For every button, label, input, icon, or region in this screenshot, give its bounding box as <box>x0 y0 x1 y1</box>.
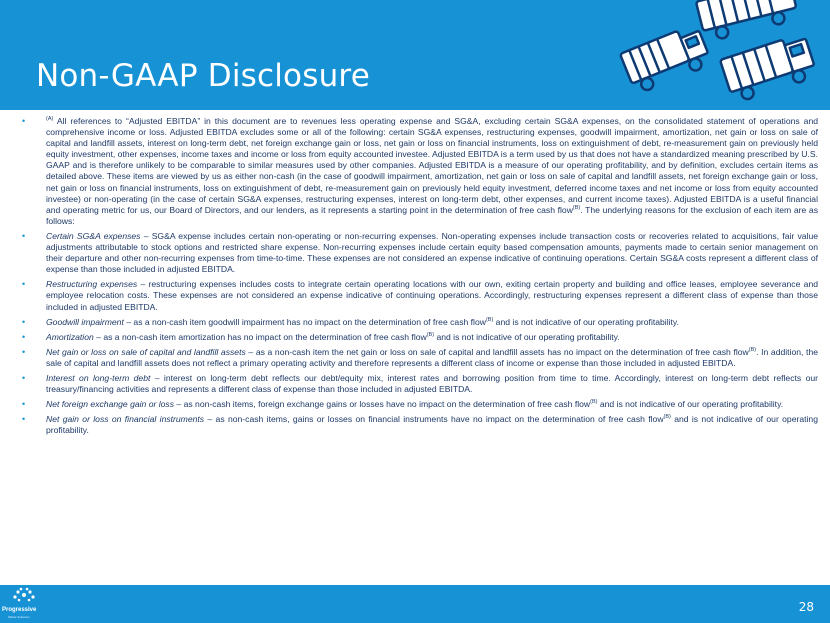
footnote-marker: (B) <box>590 399 598 406</box>
logo-text: Progressive <box>2 607 37 613</box>
garbage-trucks-illustration <box>608 0 830 110</box>
item-lead: Net foreign exchange gain or loss <box>46 399 175 410</box>
list-item <box>22 231 818 275</box>
footnote-marker: (B) <box>748 346 757 353</box>
item-lead: Certain SG&A expenses <box>46 230 141 241</box>
item-text: – as a non-cash item goodwill impairment has no impact on the determination of free cash flow <box>123 316 486 327</box>
item-text: – restructuring expenses includes costs to integrate certain operating locations with our own, exiting certain property and building and office leases, employee severance and employee relocation costs. These expenses are not considered an expense indicative of continuing operations. Accordingly, restructuring expenses represent a different class of expense than those included in adjusted EBITDA. <box>46 279 818 312</box>
item-lead: Goodwill impairment <box>46 316 124 327</box>
item-text: and is not indicative of our operating profitability. <box>46 414 818 436</box>
list-item <box>22 279 818 312</box>
item-text: and is not indicative of our operating profitability. <box>434 331 620 342</box>
list-item <box>22 373 818 395</box>
bullet-icon: • <box>22 399 26 410</box>
disclosure-content <box>22 116 818 440</box>
item-text: . In addition, the sale of capital and landfill assets does not reflect a primary operating activity and therefore represents a different class of income or expense than those included in adjusted EBITDA. <box>46 346 819 368</box>
item-text: . The underlying reasons for the exclusion of each item are as follows: <box>46 204 818 226</box>
list-item <box>22 332 818 343</box>
item-text: – as a non-cash item the net gain or loss on sale of capital and landfill assets has no impact on the determination of free cash flow <box>245 346 749 357</box>
item-text: – interest on long-term debt reflects our debt/equity mix, interest rates and borrowing position from time to time. Accordingly, interest on long-term debt reflects our treasury/financing activities and represents a different class of expense than those included in adjusted EBITDA. <box>46 372 818 395</box>
bullet-icon: • <box>22 331 26 342</box>
item-lead: Net gain or loss on financial instruments <box>46 414 205 425</box>
slide-title: Non-GAAP Disclosure <box>36 58 370 94</box>
item-lead: Restructuring expenses <box>46 279 138 290</box>
footnote-marker: (B) <box>426 331 435 338</box>
item-text: and is not indicative of our operating profitability. <box>493 316 679 327</box>
list-item <box>22 414 818 436</box>
item-text: – as non-cash items, foreign exchange gains or losses have no impact on the determination of free cash flow <box>174 399 591 410</box>
bullet-icon: • <box>22 279 26 290</box>
bullet-icon: • <box>22 414 26 425</box>
bullet-icon: • <box>22 230 26 241</box>
footnote-marker: (A) <box>46 116 54 123</box>
item-lead: Interest on long-term debt <box>46 372 151 383</box>
list-item <box>22 399 818 410</box>
slide-footer <box>0 585 830 623</box>
item-text: – as non-cash items, gains or losses on financial instruments have no impact on the determination of free cash flow <box>204 414 664 425</box>
list-item <box>22 317 818 328</box>
footnote-marker: (B) <box>663 414 671 421</box>
bullet-icon: • <box>22 116 26 126</box>
logo-subtext: Waste Solutions <box>8 615 30 619</box>
footnote-marker: (B) <box>485 316 494 323</box>
page-number: 28 <box>798 600 814 614</box>
item-text: – as a non-cash item amortization has no impact on the determination of free cash flow <box>93 331 427 342</box>
item-text: All references to “Adjusted EBITDA” in this document are to revenues less operating expense and SG&A, excluding certain SG&A expenses, on the consolidated statement of operations and comprehensive income or loss. Adjusted EBITDA excludes some or all of the following: certain SG&A expenses, restructuring expenses, goodwill impairment, amortization, net gain or loss on sale of capital and landfill assets, interest on long-term debt, net foreign exchange gain or loss, net gain or loss on financial instruments, loss on extinguishment of debt, re-measurement gain on previously held equity investment, other expenses, income taxes and income or loss from equity accounted investee. Adjusted EBITDA is a term used by us that does not have a standardized meaning prescribed by U.S. GAAP and is therefore unlikely to be comparable to similar measures used by other companies. Adjusted EBITDA is a measure of our operating profitability, and by definition, excludes certain items as detailed above. These items are viewed by us as either non-cash (in the case of goodwill impairment, amortization, net gain or loss on sale of capital and landfill assets, net foreign exchange gain or loss, net gain or loss on financial instruments, loss on extinguishment of debt, re-measurement gain on previously held equity investment, deferred income taxes and net income or loss from equity accounted investee) or non-operating (in the case of certain SG&A expenses, restructuring expenses, interest on long-term debt, other expenses, and current income taxes). Adjusted EBITDA is a useful financial and operating metric for us, our Board of Directors, and our lenders, as it represents a starting point in the determination of free cash flow <box>46 116 818 215</box>
item-text: and is not indicative of our operating profitability. <box>597 399 784 410</box>
footnote-marker: (B) <box>572 204 581 211</box>
bullet-icon: • <box>22 316 26 327</box>
item-text: – SG&A expense includes certain non-operating or non-recurring expenses. Non-operating expenses include transaction costs or recoveries related to acquisitions, fair value adjustments attributable to stock options and restricted share expense. Non-recurring expenses include certain equity based compensation amounts, payments made to certain senior management on their departure and other non-recurring expenses from time-to-time. These expenses are not considered an expense indicative of continuing operations. Certain SG&A costs represent a different class of expense than those included in adjusted EBITDA. <box>46 230 818 275</box>
bullet-icon: • <box>22 372 26 383</box>
list-item <box>22 116 818 227</box>
item-lead: Amortization <box>46 331 94 342</box>
bullet-icon: • <box>22 346 26 357</box>
list-item <box>22 347 818 369</box>
item-lead: Net gain or loss on sale of capital and landfill assets <box>46 346 246 357</box>
